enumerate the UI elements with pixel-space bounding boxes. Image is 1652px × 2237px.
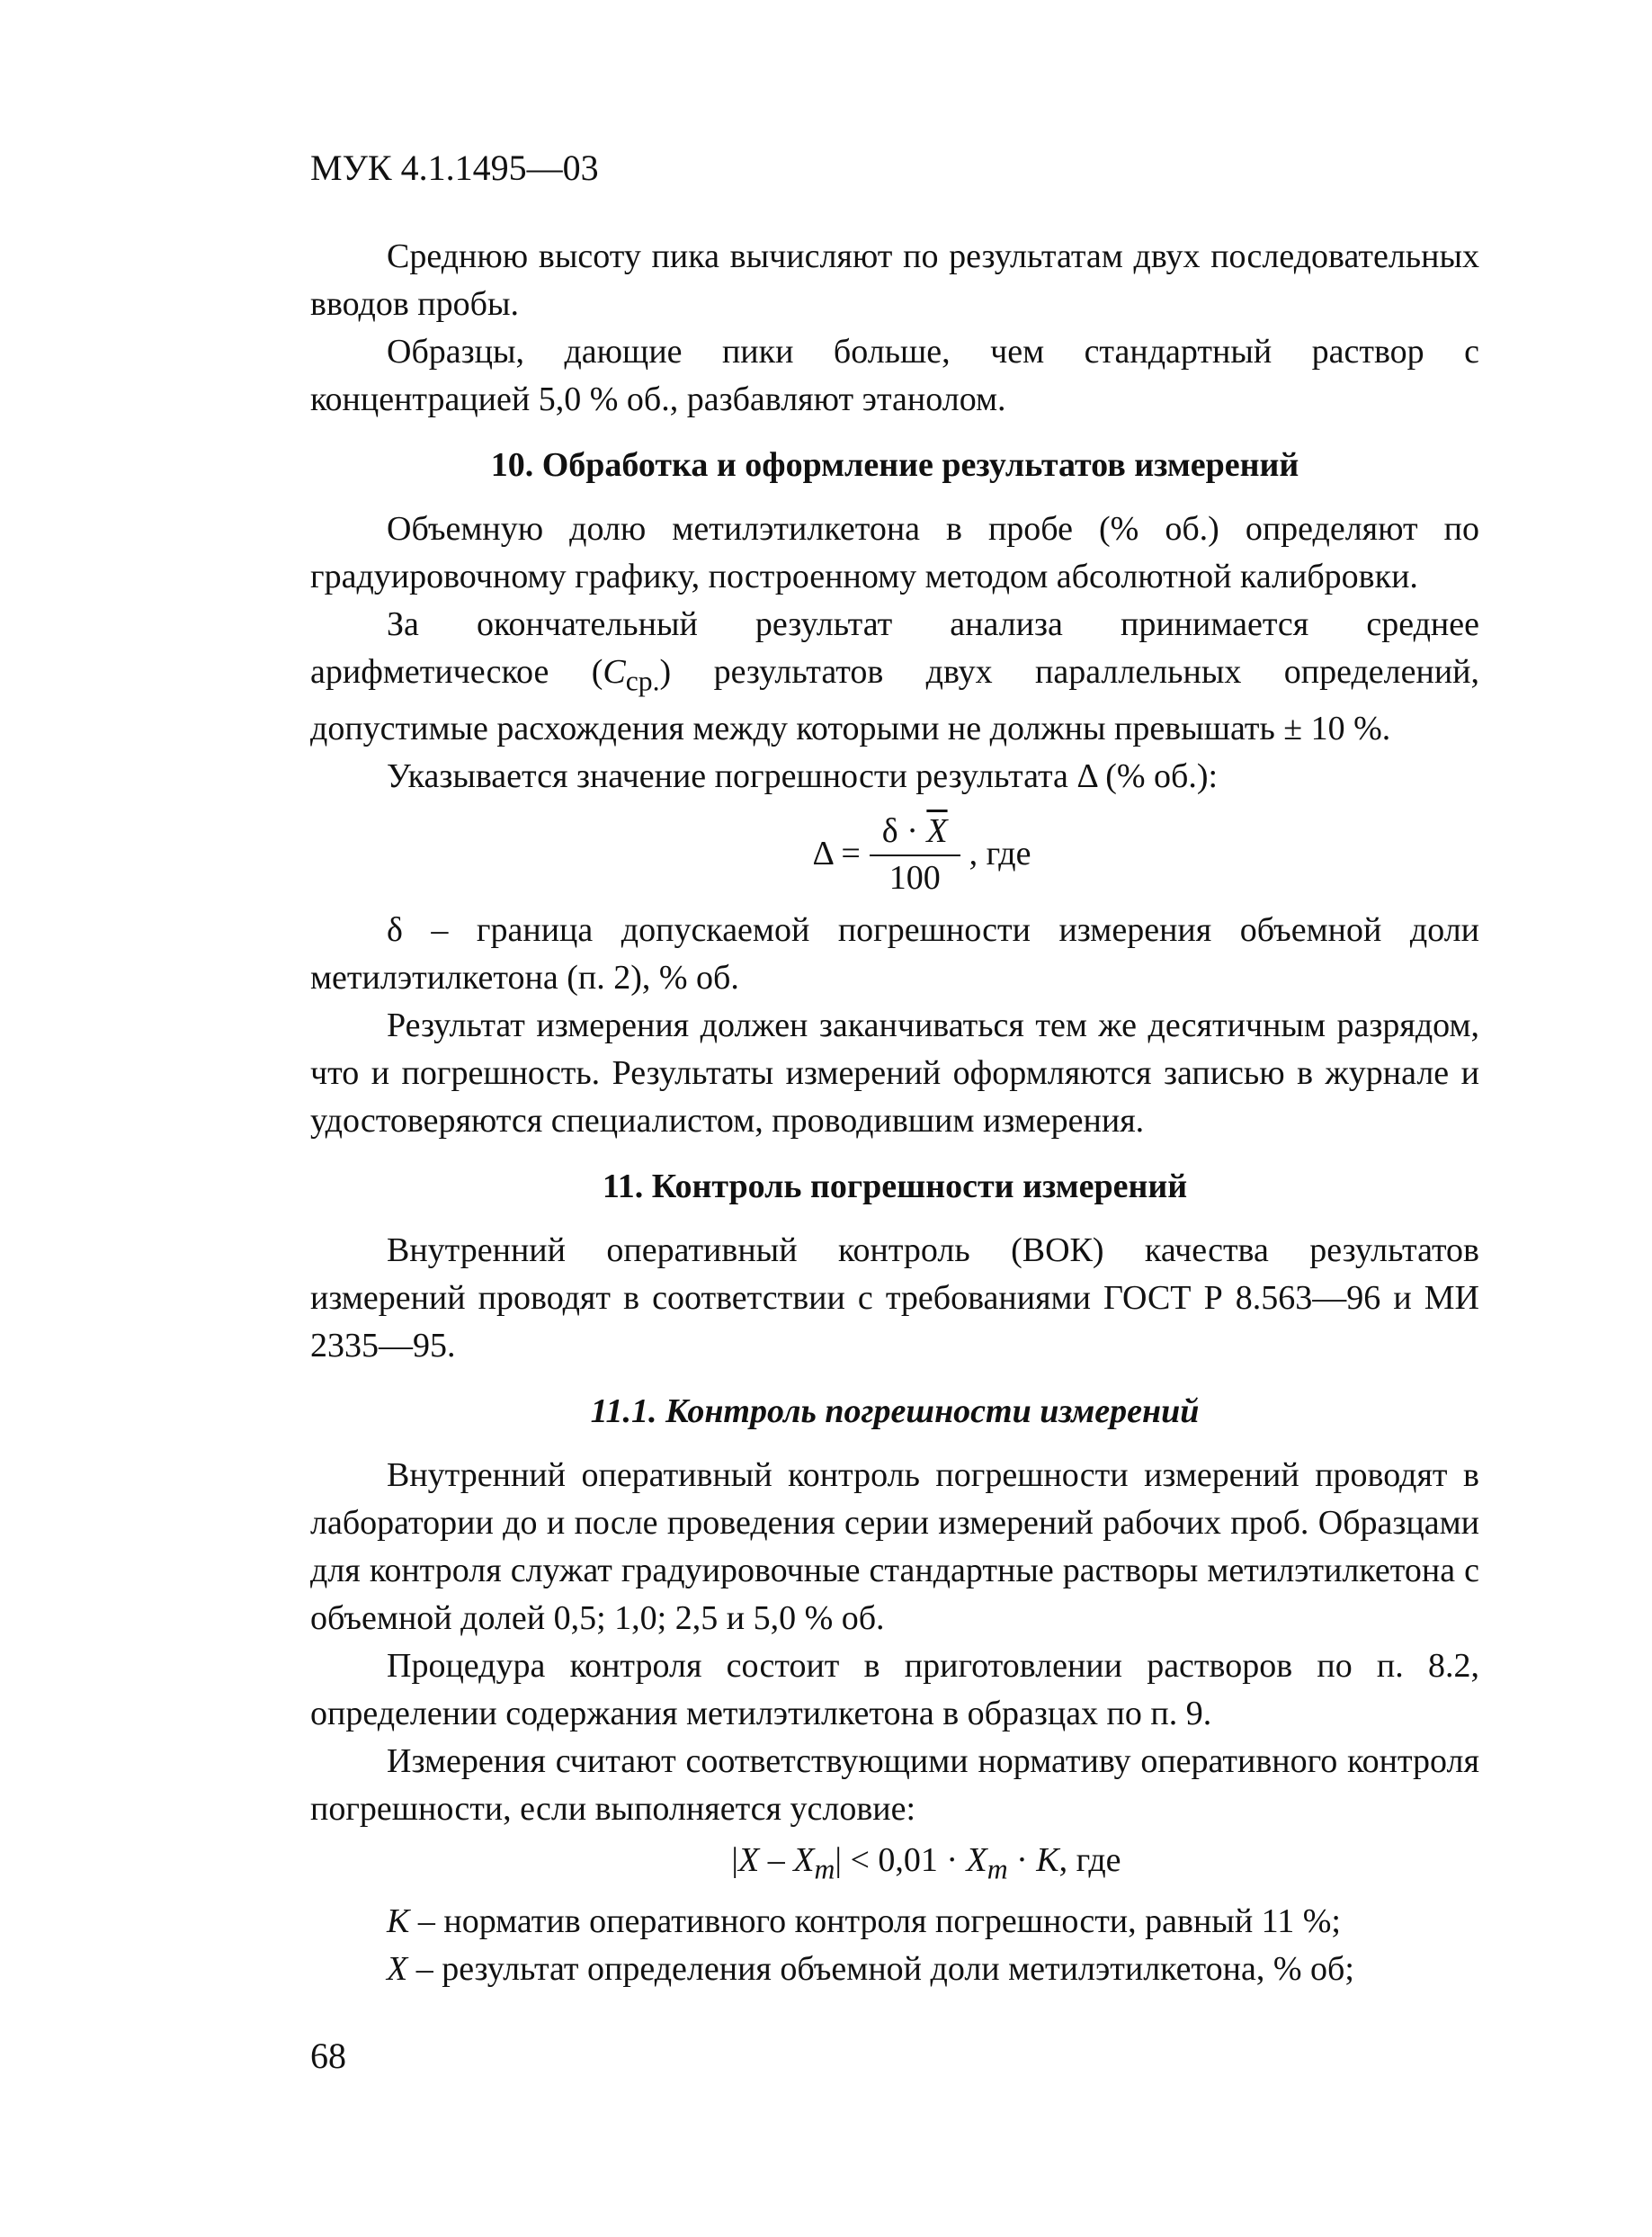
paragraph-dilution: Образцы, дающие пики больше, чем стандартный раствор с концентрацией 5,0 % об., разбавляют этанолом.	[310, 333, 1479, 418]
formula-tail: , где	[969, 835, 1031, 873]
formula-denominator: 100	[889, 858, 941, 897]
formula-x-mean: $\overline{X}$	[926, 811, 948, 850]
formula2-k: K	[1036, 1840, 1059, 1879]
document-page	[310, 144, 1479, 1993]
paragraph-delta-definition: δ – граница допускаемой погрешности измерения объемной доли метилэтилкетона (п. 2), % об.	[310, 910, 1479, 997]
formula2-minus: –	[759, 1840, 794, 1879]
formula-delta: δ ·	[881, 811, 918, 850]
page-number: 68	[310, 2036, 346, 2076]
document-header: МУК 4.1.1495—03	[310, 148, 599, 188]
symbol-c: C	[603, 653, 626, 691]
formula-fraction	[870, 810, 960, 899]
paragraph-volume-fraction: Объемную долю метилэтилкетона в пробе (% об.) определяют по градуировочному графику, построенному методом абсолютной калибровки.	[310, 510, 1479, 595]
symbol-c-subscript: ср.	[625, 665, 660, 697]
final-result-text-start: За окончательный результат анализа принимается среднее арифметическое (	[310, 605, 1479, 691]
formula2-xm-2-sub: m	[987, 1853, 1008, 1885]
definition-k	[310, 1898, 1479, 1946]
paragraph-control-procedure: Внутренний оперативный контроль погрешности измерений проводят в лаборатории до и после проведения серии измерений рабочих проб. Образцами для контроля служат градуировочные стандартные растворы метилэтилкетона с объемной долей 0,5; 1,0; 2,5 и 5,0 % об.	[310, 1455, 1479, 1637]
definition-x-symbol: X	[387, 1950, 408, 1989]
paragraph-internal-control: Внутренний оперативный контроль (ВОК) качества результатов измерений проводят в соответствии с требованиями ГОСТ Р 8.563—96 и МИ 2335—95.	[310, 1230, 1479, 1365]
control-formula	[310, 1837, 1479, 1893]
paragraph-control-condition: Измерения считают соответствующими нормативу оперативного контроля погрешности, если выполняется условие:	[310, 1741, 1479, 1828]
definition-k-text: – норматив оперативного контроля погрешности, равный 11 %;	[409, 1902, 1341, 1941]
section-heading-11: 11. Контроль погрешности измерений	[602, 1167, 1188, 1205]
definition-x-text: – результат определения объемной доли метилэтилкетона, % об;	[407, 1950, 1354, 1989]
formula2-dot: ·	[1007, 1840, 1037, 1879]
formula-lhs: Δ =	[812, 835, 861, 873]
formula2-x: X	[738, 1840, 760, 1879]
definition-x	[310, 1946, 1479, 1993]
formula2-xm-2: X	[966, 1840, 987, 1879]
error-formula	[310, 810, 1479, 899]
formula-numerator	[870, 810, 960, 856]
paragraph-final-result	[310, 601, 1479, 753]
section-heading-10: 10. Обработка и оформление результатов измерений	[490, 446, 1299, 484]
paragraph-peak-height: Среднюю высоту пика вычисляют по результатам двух последовательных вводов пробы.	[310, 237, 1479, 323]
formula2-xm: X	[793, 1840, 815, 1879]
subsection-heading-11-1: 11.1. Контроль погрешности измерений	[590, 1391, 1200, 1430]
paragraph-result-format: Результат измерения должен заканчиваться тем же десятичным разрядом, что и погрешность. Результаты измерений оформляются записью в журнале и удостоверяются специалистом, проводившим измерения.	[310, 1006, 1479, 1140]
paragraph-control-steps: Процедура контроля состоит в приготовлении растворов по п. 8.2, определении содержания метилэтилкетона в образцах по п. 9.	[310, 1646, 1479, 1732]
formula2-abs-open: |	[731, 1840, 739, 1879]
formula2-comparison: | < 0,01 ·	[835, 1840, 967, 1879]
final-result-text-end: ) результатов двух параллельных определений, допустимые расхождения между которыми не должны превышать ± 10 %.	[310, 653, 1479, 747]
formula2-xm-sub: m	[814, 1853, 835, 1885]
formula2-tail: , где	[1058, 1840, 1121, 1879]
definition-k-symbol: K	[387, 1902, 410, 1941]
paragraph-error-value: Указывается значение погрешности результата Δ (% об.):	[387, 756, 1219, 795]
